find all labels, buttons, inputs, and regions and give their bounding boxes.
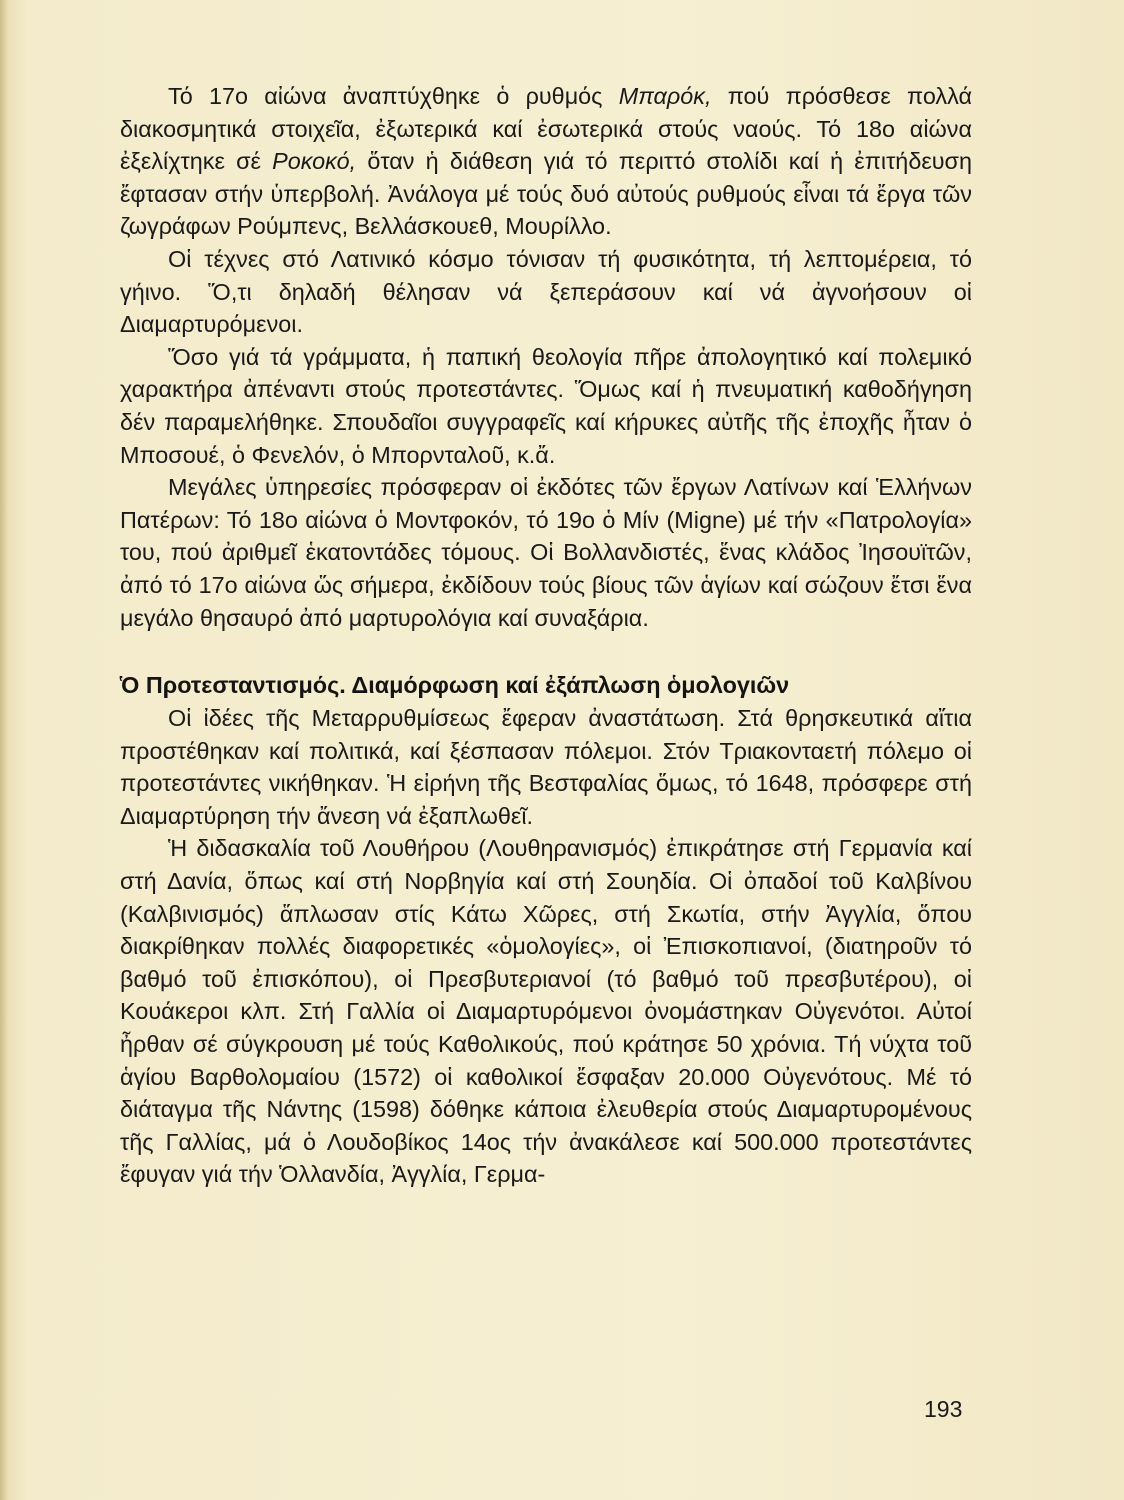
page-number: 193 bbox=[924, 1396, 963, 1422]
paragraph-letters: Ὅσο γιά τά γράμματα, ἡ παπική θεολογία πῆρε ἀπολογητικό καί πολεμικό χαρακτήρα ἀπέναντι στούς προτεστάντες. Ὅμως καί ἡ πνευματική καθοδήγηση δέν παραμελήθηκε. Σπουδαῖοι συγγραφεῖς καί κήρυκες αὐτῆς τῆς ἐποχῆς ἦταν ὁ Μποσουέ, ὁ Φενελόν, ὁ Μπορνταλοῦ, κ.ἄ. bbox=[120, 343, 972, 468]
page-body bbox=[120, 80, 972, 1191]
paragraph-luther-calvin: Ἡ διδασκαλία τοῦ Λουθήρου (Λουθηρανισμός) ἐπικράτησε στή Γερμανία καί στή Δανία, ὅπως καί στή Νορβηγία καί στή Σουηδία. Οἱ ὀπαδοί τοῦ Καλβίνου (Καλβινισμός) ἅπλωσαν στίς Κάτω Χῶρες, στή Σκωτία, στήν Ἀγγλία, ὅπου διακρίθηκαν πολλές διαφορετικές «ὁμολογίες», οἱ Ἐπισκοπιανοί, (διατηροῦν τό βαθμό τοῦ ἐπισκόπου), οἱ Πρεσβυτεριανοί (τό βαθμό τοῦ πρεσβυτέρου), οἱ Κουάκεροι κλπ. Στή Γαλλία οἱ Διαμαρτυρόμενοι ὀνομάστηκαν Οὐγενότοι. Αὐτοί ἦρθαν σέ σύγκρουση μέ τούς Καθολικούς, πού κράτησε 50 χρόνια. Τή νύχτα τοῦ ἁγίου Βαρθολομαίου (1572) οἱ καθολικοί ἔσφαξαν 20.000 Οὐγενότους. Μέ τό διάταγμα τῆς Νάντης (1598) δόθηκε κάποια ἐλευθερία στούς Διαμαρτυρομένους τῆς Γαλλίας, μά ὁ Λουδοβίκος 14ος τήν ἀνακάλεσε καί 500.000 προτεστάντες ἔφυγαν γιά τήν Ὁλλανδία, Ἀγγλία, Γερμα- bbox=[120, 835, 972, 1188]
paragraph-arts: Οἱ τέχνες στό Λατινικό κόσμο τόνισαν τή φυσικότητα, τή λεπτομέρεια, τό γήινο. Ὅ,τι δηλαδή θέλησαν νά ξεπεράσουν καί νά ἀγνοήσουν οἱ Διαμαρτυρόμενοι. bbox=[120, 245, 972, 338]
section-heading: Ὁ Προτεσταντισμός. Διαμόρφωση καί ἐξάπλωση ὁμολογιῶν bbox=[120, 672, 790, 699]
paragraph-publishers: Μεγάλες ὑπηρεσίες πρόσφεραν οἱ ἐκδότες τῶν ἔργων Λατίνων καί Ἑλλήνων Πατέρων: Τό 18ο αἰώνα ὁ Μοντφοκόν, τό 19ο ὁ Μίν (Migne) μέ τήν «Πατρολογία» του, πού ἀριθμεῖ ἑκατοντάδες τόμους. Οἱ Βολλανδιστές, ἕνας κλάδος Ἰησουϊτῶν, ἀπό τό 17ο αἰώνα ὥς σήμερα, ἐκδίδουν τούς βίους τῶν ἁγίων καί σώζουν ἔτσι ἕνα μεγάλο θησαυρό ἀπό μαρτυρολόγια καί συναξάρια. bbox=[120, 474, 972, 631]
page-edge-shadow bbox=[0, 0, 8, 1500]
paragraph-baroque: Τό 17ο αἰώνα ἀναπτύχθηκε ὁ ρυθμός Μπαρόκ, πού πρόσθεσε πολλά διακοσμητικά στοιχεῖα, ἐξωτερικά καί ἐσωτερικά στούς ναούς. Τό 18ο αἰώνα ἐξελίχτηκε σέ Ροκοκό, ὅταν ἡ διάθεση γιά τό περιττό στολίδι καί ἡ ἐπιτήδευση ἔφτασαν στήν ὑπερβολή. Ἀνάλογα μέ τούς δυό αὐτούς ρυθμούς εἶναι τά ἔργα τῶν ζωγράφων Ρούμπενς, Βελλάσκουεθ, Μουρίλλο. bbox=[120, 83, 973, 240]
paragraph-reformation-ideas: Οἱ ἰδέες τῆς Μεταρρυθμίσεως ἔφεραν ἀναστάτωση. Στά θρησκευτικά αἴτια προστέθηκαν καί πολιτικά, καί ξέσπασαν πόλεμοι. Στόν Τριακονταετή πόλεμο οἱ προτεστάντες νικήθηκαν. Ἡ εἰρήνη τῆς Βεστφαλίας ὅμως, τό 1648, πρόσφερε στή Διαμαρτύρηση τήν ἄνεση νά ἐξαπλωθεῖ. bbox=[120, 705, 972, 829]
